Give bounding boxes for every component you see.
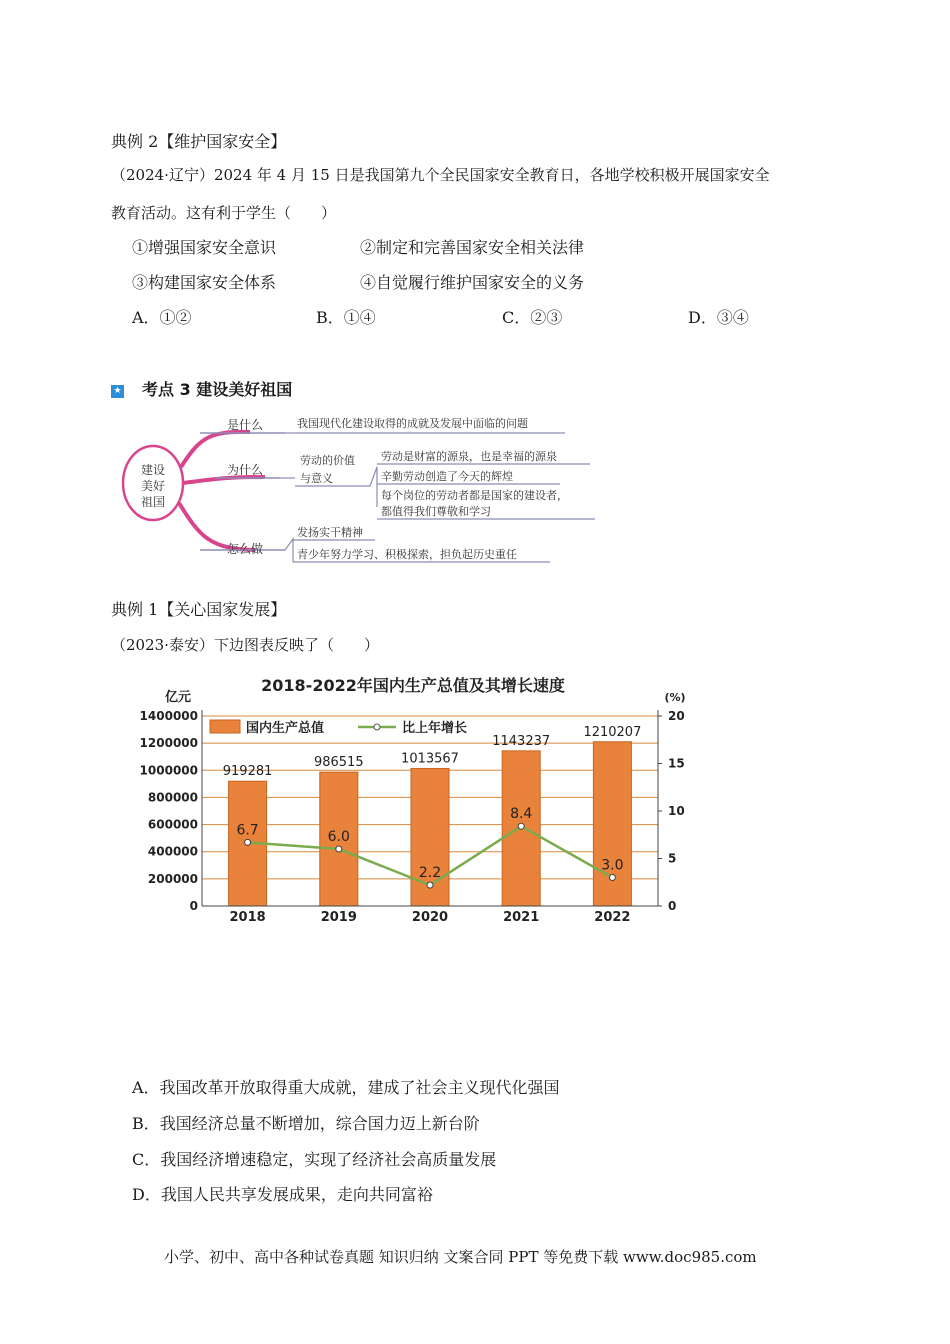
star-icon: ★ [111,385,124,398]
growth-value-label: 8.4 [510,806,533,823]
chart-title: 2018-2022年国内生产总值及其增长速度 [261,676,565,695]
y-right-tick-label: 20 [668,709,685,723]
option-a[interactable]: A．我国改革开放取得重大成就，建成了社会主义现代化强国 [132,1078,560,1097]
growth-point [245,839,251,845]
legend-line-label: 比上年增长 [402,721,468,736]
branch-item: 劳动是财富的源泉，也是幸福的源泉 [381,450,557,463]
mind-map [115,407,615,567]
option-c[interactable]: C．我国经济增速稳定，实现了经济社会高质量发展 [132,1150,497,1169]
growth-value-label: 6.7 [236,822,259,839]
option-d[interactable]: D．我国人民共享发展成果，走向共同富裕 [132,1185,433,1204]
branch-item: 都值得我们尊敬和学习 [381,505,491,518]
gdp-bar [593,742,631,906]
center-node-line: 建设 [140,463,166,477]
y-left-tick-label: 1000000 [139,763,198,778]
branch-subnode: 与意义 [300,472,333,485]
y-left-tick-label: 400000 [147,844,198,859]
y-left-tick-label: 600000 [147,817,198,832]
question-stem: 教育活动。这有利于学生（ ） [111,204,337,222]
branch-subnode: 劳动的价值 [300,454,355,467]
growth-point [609,875,615,881]
branch-label-why: 为什么 [227,463,264,477]
example-title: 典例 2【维护国家安全】 [111,132,287,151]
y-left-tick-label: 1400000 [139,709,198,723]
growth-value-label: 6.0 [327,829,350,845]
branch-item: 青少年努力学习、积极探索，担负起历史重任 [297,548,517,561]
center-node-line: 祖国 [140,495,166,509]
branch-item: 每个岗位的劳动者都是国家的建设者， [381,489,568,502]
x-tick-label: 2018 [229,910,266,925]
legend-bar-swatch [210,720,240,733]
y-axis-right-label: (%) [664,691,686,704]
bar-value-label: 1143237 [492,733,551,749]
y-right-tick-label: 5 [668,851,677,866]
bar-value-label: 1013567 [401,751,459,767]
growth-point [518,823,524,829]
statement: ②制定和完善国家安全相关法律 [360,238,585,257]
bar-value-label: 1210207 [583,724,642,740]
y-axis-left-label: 亿元 [164,690,192,705]
bar-value-label: 919281 [222,764,273,780]
x-tick-label: 2020 [411,910,449,925]
y-left-tick-label: 1200000 [139,736,198,751]
y-left-tick-label: 200000 [147,871,198,886]
section-title: 考点 3 建设美好祖国 [142,380,293,399]
y-right-tick-label: 0 [668,899,677,913]
y-left-tick-label: 800000 [147,790,198,805]
statement: ③构建国家安全体系 [132,273,277,292]
y-left-tick-label: 0 [189,899,198,913]
statement: ④自觉履行维护国家安全的义务 [360,273,585,292]
branch-item: 发扬实干精神 [297,526,363,539]
x-tick-label: 2022 [594,910,631,925]
growth-point [427,882,433,888]
gdp-chart [128,668,688,930]
example-title: 典例 1【关心国家发展】 [111,600,287,619]
legend-line-marker [374,724,380,730]
bar-value-label: 986515 [313,755,364,771]
growth-value-label: 3.0 [601,857,624,874]
legend-bar-label: 国内生产总值 [246,721,325,736]
statement: ①增强国家安全意识 [132,238,277,257]
branch-label-what: 是什么 [227,418,264,432]
x-tick-label: 2021 [503,910,540,925]
x-tick-label: 2019 [320,910,357,925]
growth-point [336,846,342,852]
question-stem: （2024·辽宁）2024 年 4 月 15 日是我国第九个全民国家安全教育日，各地学校积极开展国家安全 [111,166,770,184]
option-b[interactable]: B．①④ [316,308,376,327]
center-node-line: 美好 [140,479,166,493]
y-right-tick-label: 10 [668,804,685,818]
y-right-tick-label: 15 [668,756,685,771]
footer-text: 小学、初中、高中各种试卷真题 知识归纳 文案合同 PPT 等免费下载 www.doc985.com [164,1248,757,1266]
branch-text: 我国现代化建设取得的成就及发展中面临的问题 [297,417,528,430]
option-d[interactable]: D．③④ [688,308,749,327]
branch-label-how: 怎么做 [227,542,264,556]
option-b[interactable]: B．我国经济总量不断增加，综合国力迈上新台阶 [132,1114,480,1133]
branch-item: 辛勤劳动创造了今天的辉煌 [381,470,513,483]
growth-value-label: 2.2 [418,865,442,882]
option-c[interactable]: C．②③ [502,308,563,327]
question-stem: （2023·泰安）下边图表反映了（ ） [111,636,379,654]
option-a[interactable]: A．①② [132,308,192,327]
